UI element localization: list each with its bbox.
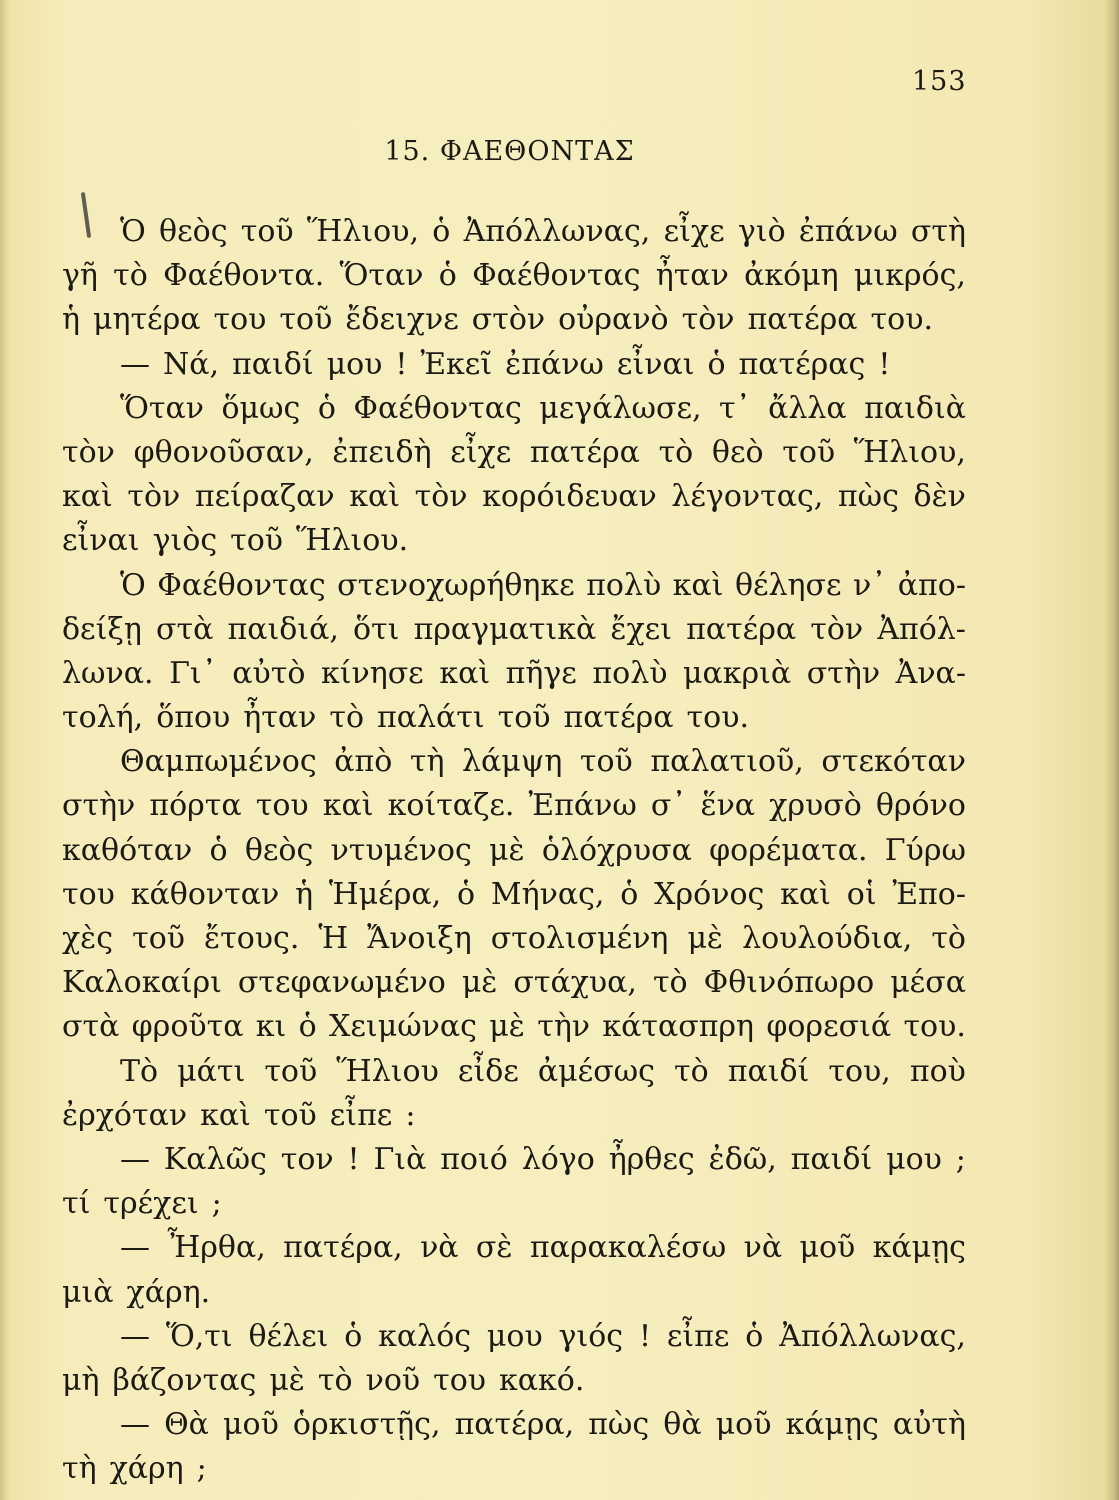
text-line: Ὅταν ὅμως ὁ Φαέθοντας μεγάλωσε, τ᾿ ἄλλα παιδιὰ [120,390,966,426]
body-text [62,210,966,1491]
page-left-edge-shadow [0,0,10,1500]
text-line: Θαμπωμένος ἀπὸ τὴ λάμψη τοῦ παλατιοῦ, στεκόταν [120,744,966,780]
text-line: γῆ τὸ Φαέθοντα. Ὅταν ὁ Φαέθοντας ἦταν ἀκόμη μικρός, [62,258,966,294]
text-line: ἐρχόταν καὶ τοῦ εἶπε : [62,1097,416,1133]
text-line: μιὰ χάρη. [62,1274,211,1310]
text-line: ἡ μητέρα του τοῦ ἔδειχνε στὸν οὐρανὸ τὸν πατέρα του. [62,302,933,338]
text-line: στὴν πόρτα του καὶ κοίταζε. Ἐπάνω σ᾿ ἕνα χρυσὸ θρόνο [62,788,966,824]
text-line: Ὁ Φαέθοντας στενοχωρήθηκε πολὺ καὶ θέλησε ν᾿ ἀπο- [120,567,966,603]
text-line: τολή, ὅπου ἦταν τὸ παλάτι τοῦ πατέρα του. [62,700,749,736]
text-line: εἶναι γιὸς τοῦ Ἥλιου. [62,523,409,559]
text-line: — Νά, παιδί μου ! Ἐκεῖ ἐπάνω εἶναι ὁ πατέρας ! [120,346,891,382]
text-line: τὸν φθονοῦσαν, ἐπειδὴ εἶχε πατέρα τὸ θεὸ τοῦ Ἥλιου, [62,434,966,470]
text-line: του κάθονταν ἡ Ἡμέρα, ὁ Μήνας, ὁ Χρόνος καὶ οἱ Ἐπο- [62,876,966,912]
text-line: τί τρέχει ; [62,1186,222,1222]
text-line: μὴ βάζοντας μὲ τὸ νοῦ του κακό. [62,1362,585,1398]
chapter-title: 15. ΦΑΕΘΟΝΤΑΣ [384,136,635,167]
text-line: — Ὅ,τι θέλει ὁ καλός μου γιός ! εἶπε ὁ Ἀπόλλωνας, [120,1318,966,1354]
text-line: Καλοκαίρι στεφανωμένο μὲ στάχυα, τὸ Φθινόπωρο μέσα [62,965,966,1001]
text-line: δείξῃ στὰ παιδιά, ὅτι πραγματικὰ ἔχει πατέρα τὸν Ἀπόλ- [62,611,966,647]
text-line: Ὁ θεὸς τοῦ Ἥλιου, ὁ Ἀπόλλωνας, εἶχε γιὸ ἐπάνω στὴ [120,214,966,249]
text-line: χὲς τοῦ ἔτους. Ἡ Ἄνοιξη στολισμένη μὲ λουλούδια, τὸ [62,921,966,956]
text-line: καὶ τὸν πείραζαν καὶ τὸν κορόιδευαν λέγοντας, πὼς δὲν [62,479,966,515]
text-line: Τὸ μάτι τοῦ Ἥλιου εἶδε ἀμέσως τὸ παιδί του, ποὺ [120,1053,966,1089]
text-line: καθόταν ὁ θεὸς ντυμένος μὲ ὁλόχρυσα φορέματα. Γύρω [62,832,966,868]
text-line: — Θὰ μοῦ ὁρκιστῇς, πατέρα, πὼς θὰ μοῦ κάμῃς αὐτὴ [120,1407,966,1443]
text-line: — Καλῶς τον ! Γιὰ ποιό λόγο ἦρθες ἐδῶ, παιδί μου ; [120,1141,966,1177]
text-line: λωνα. Γι᾿ αὐτὸ κίνησε καὶ πῆγε πολὺ μακριὰ στὴν Ἀνα- [62,655,966,691]
text-line: τὴ χάρη ; [62,1451,207,1487]
text-line: στὰ φροῦτα κι ὁ Χειμώνας μὲ τὴν κάτασπρη φορεσιά του. [62,1009,966,1045]
page-right-edge-shadow [1105,0,1119,1500]
page-number: 153 [912,66,967,97]
text-line: — Ἦρθα, πατέρα, νὰ σὲ παρακαλέσω νὰ μοῦ κάμῃς [120,1230,966,1266]
